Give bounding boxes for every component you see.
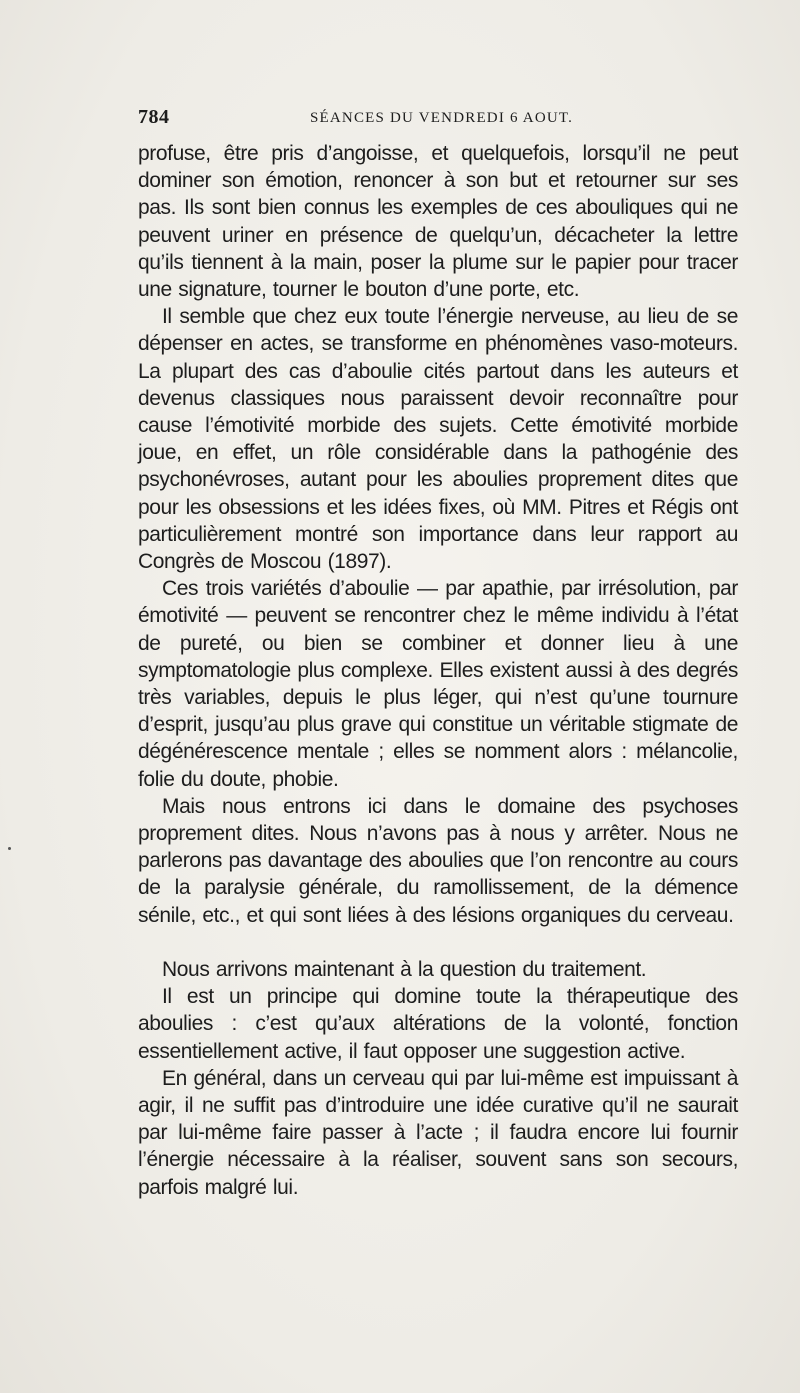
paragraph: Il semble que chez eux toute l’énergie nerveuse, au lieu de se dépenser en actes, se transforme en phénomènes vaso-moteurs. La plupart des cas d’aboulie cités partout dans les auteurs et devenus classiques nous paraissent devoir reconnaître pour cause l’émotivité morbide des sujets. Cette émotivité morbide joue, en effet, un rôle considérable dans la pathogénie des psychonévroses, autant pour les aboulies proprement dites que pour les obsessions et les idées fixes, où MM. Pitres et Régis ont particulièrement montré son importance dans leur rapport au Congrès de Moscou (1897). <box>138 305 738 574</box>
paragraph: Ces trois variétés d’aboulie — par apathie, par irrésolution, par émotivité — peuvent se rencontrer chez le même individu à l’état de pureté, ou bien se combiner et donner lieu à une symptomatologie plus complexe. Elles existent aussi à des degrés très variables, depuis le plus léger, qui n’est qu’une tournure d’esprit, jusqu’au plus grave qui constitue un véritable stigmate de dégénérescence mentale ; elles se nomment alors : mélancolie, folie du doute, phobie. <box>138 577 738 791</box>
paragraph: Nous arrivons maintenant à la question du traitement. <box>162 957 647 981</box>
paragraph: En général, dans un cerveau qui par lui-même est impuissant à agir, il ne suffit pas d’introduire une idée curative qu’il ne saurait par lui-même faire passer à l’acte ; il faudra encore lui fournir l’énergie nécessaire à la réaliser, souvent sans son secours, parfois malgré lui. <box>138 1066 738 1199</box>
paragraph: Il est un principe qui domine toute la thérapeutique des aboulies : c’est qu’aux altérations de la volonté, fonction essentiellement active, il faut opposer une suggestion active. <box>138 985 738 1063</box>
paragraph: Mais nous entrons ici dans le domaine des psychoses proprement dites. Nous n’avons pas à nous y arrêter. Nous ne parlerons pas davantage des aboulies que l’on rencontre au cours de la paralysie générale, du ramollissement, de la démence sénile, etc., et qui sont liées à des lésions organiques du cerveau. <box>138 794 738 927</box>
paragraph: profuse, être pris d’angoisse, et quelquefois, lorsqu’il ne peut dominer son émotion, renoncer à son but et retourner sur ses pas. Ils sont bien connus les exemples de ces abouliques qui ne peuvent uriner en présence de quelqu’un, décacheter la lettre qu’ils tiennent à la main, poser la plume sur le papier pour tracer une signature, tourner le bouton d’une porte, etc. <box>138 142 738 302</box>
running-head: SÉANCES DU VENDREDI 6 AOUT. <box>310 110 574 126</box>
page-header <box>138 106 738 134</box>
page-number: 784 <box>138 106 170 128</box>
paper-speck <box>8 847 11 850</box>
body-text <box>138 140 738 1201</box>
